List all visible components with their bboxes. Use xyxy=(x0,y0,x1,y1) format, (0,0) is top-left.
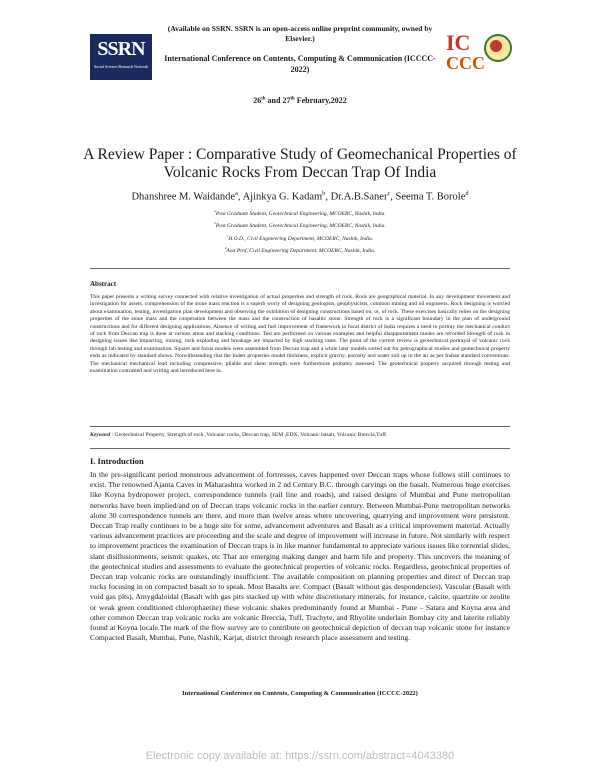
abstract-text: This paper presents a writing survey connected with relative investigation of actual properties and strength of rock. Rock are geographical material. In any development movement and investigation for assets, comprehension of the stone mass reaction is a superb worry of designing geologists, geophysicists, common mining and oil engineers. Rock designing is worried about examination, testing, investigation plan development and observing the exhibition of designing constructions based on, or, of rock. These exercises basically relies on the designing properties of the stone mass and the cooperation between the mass and the construction of basaltic stone. Strength of rock is a significant boundary in the plan of underground constructions and for different designing applications. Absence of writing and fuel improvement of framework in focal district of India requires a need to portray the mechanical conduct of rock from Deccan trap is done at various areas and stacking conditions. Test are performed on various examples and helpful disappointment modes are recorded Strength of rock in designing issues like impacting, mining, rock exploding and breakage are impacted by high stacking rates. The point of the current review is geotechnical portrayal of volcanic rock through lab testing and examination. Square and focus models were assembled from Deccan trap and a while later models sorted out for petrographical studies and geotechnical property ends as indicated by standard shows. Notwithstanding that the Indert properties model thickness, explicit gravity, porosity and water soil up in the air as per Indian standard conventions. The mechanical mechanical lead including compressive, pliable and shear strength were furthermore probably assessed. The geotechnical property acquired through testing and examination contrasted and writing and introduced here in. xyxy=(90,294,510,375)
section-heading: I. Introduction xyxy=(90,456,144,466)
conference-dates: 26th and 27th February,2022 xyxy=(253,96,347,105)
divider xyxy=(90,448,510,449)
author-name: Seema T. Borole xyxy=(395,191,466,203)
availability-note: (Available on SSRN. SSRN is an open-access online preprint community, owned by Elsevier.) xyxy=(167,24,433,43)
ssrn-logo xyxy=(90,34,152,80)
page-footer: International Conference on Contents, Computing & Communication (ICCCC-2022) xyxy=(182,690,418,697)
author-name: Dhanshree M. Waidande xyxy=(131,191,236,203)
ssrn-watermark[interactable]: Electronic copy available at: https://ssrn.com/abstract=4043380 xyxy=(145,750,455,762)
ssrn-logo-text: SSRN xyxy=(97,38,145,60)
icccc-logo-line2: CCC xyxy=(446,53,485,73)
author-list: Dhanshree M. Waidande$^a$, Ajinkya G. Kadam$^b$, Dr.A.B.Saner$^c$, Seema T. Borole$^d$ xyxy=(131,190,469,203)
affiliation: $^a$Post Graduate Student, Geotechnical Engineering, MCOERC, Nashik, India. xyxy=(214,209,386,217)
affiliation: $^b$Post Graduate Student, Geotechnical Engineering, MCOERC, Nashik, India. xyxy=(214,221,386,230)
emblem-center-icon xyxy=(490,40,502,52)
keywords: Keyword : Geotechnical Property, Strength of rock ,Volcanic rocks, Deccan trap, SEM ,EDX, Volcanic basalt, Volcanic Breccia,Tuff. xyxy=(90,432,388,438)
affiliations xyxy=(150,207,450,256)
affiliation: $^c$H.O.D., Civil Engineering Department, MCOERC, Nashik, India. xyxy=(226,233,374,242)
divider xyxy=(90,268,510,269)
paper-title: A Review Paper : Comparative Study of Geomechanical Properties of Volcanic Rocks From Deccan Trap Of India xyxy=(83,146,517,181)
introduction-text: In the pre-significant period monstrous advancement of fortresses, caves happened over Deccan traps whose follows still continues to exist. The renowned Ajanta Caves in Maharashtra worked in 2 nd Century B.C. through carvings on the basalt. Numerous huge exercises like Koyna hydropower project, correspondence tunnels (rail line and roads), and raised designs of Mumbai and Pune metropolitan networks have been implied/and on of Deccan traps volcanic rocks in the earlier century. Between Mumbai-Pune metropolitan networks alone 30 correspondence tunnels are there, and more than twelve areas where uncovering, quarrying and improvement were persistent. Deccan Trap really continues to be a huge site for some, advancement adventures and Basalt as a critical improvement material. Actually various advancement practices are proceeding and the scale and degree of improvement will increase in future. Not similarly with respect to improvement practices the examination of Deccan traps is in like manner fundamental to appreciate various issues like torrential slides, slant disillusionments, seismic quakes, etc That are emerging making danger and harm life and property. This uncovers the meaning of the geotechnical studies and assessments to evaluate the geotechnical properties of volcanic rocks. Regardless, geotechnical properties of Deccan trap volcanic rocks are outstandingly insufficient. The available composition on planning properties and direct of Deccan trap rocks focusing in on compacted basalt so to speak. Most Basalts are: Compact (Basalt without gas despondencies), Vascular (Basalt with void gas pits), Amygdaloidal (Basalt with gas pits stacked up with white discretionary minerals, for instance, calcite, quartzite or zeolite or weak green conditioned chlorophaetite) these volcanic shakes predominantly found at Mumbai - Pune – Satara and Koyna area and other common Deccan trap volcanic rocks are volcanic Breccia, Tuff, Trachyte, and Rhyolite underlain Bombay city and laterite reliably found at Koyna locale.The mark of the flow survey are to contribute on geotechnical depiction of deccan trap volcanic stone for instance Compacted Basalt, Mumbai, Pune, Nashik, Karjat, district through research place assessment and testing. xyxy=(90,470,510,643)
divider xyxy=(90,426,510,427)
icccc-logo-line1: IC xyxy=(446,30,471,55)
author-name: Dr.A.B.Saner xyxy=(330,191,388,203)
abstract-heading: Abstract xyxy=(90,280,117,288)
author-name: Ajinkya G. Kadam xyxy=(242,191,323,203)
icccc-logo xyxy=(446,32,510,84)
conference-name: International Conference on Contents, Computing & Communication (ICCCC-2022) xyxy=(164,54,436,74)
affiliation: $^d$Asst.Prof, Civil Engineering Department, MCOERC, Nashik, India. xyxy=(224,245,376,254)
ssrn-logo-tagline: Social Science Research Network xyxy=(93,64,149,69)
